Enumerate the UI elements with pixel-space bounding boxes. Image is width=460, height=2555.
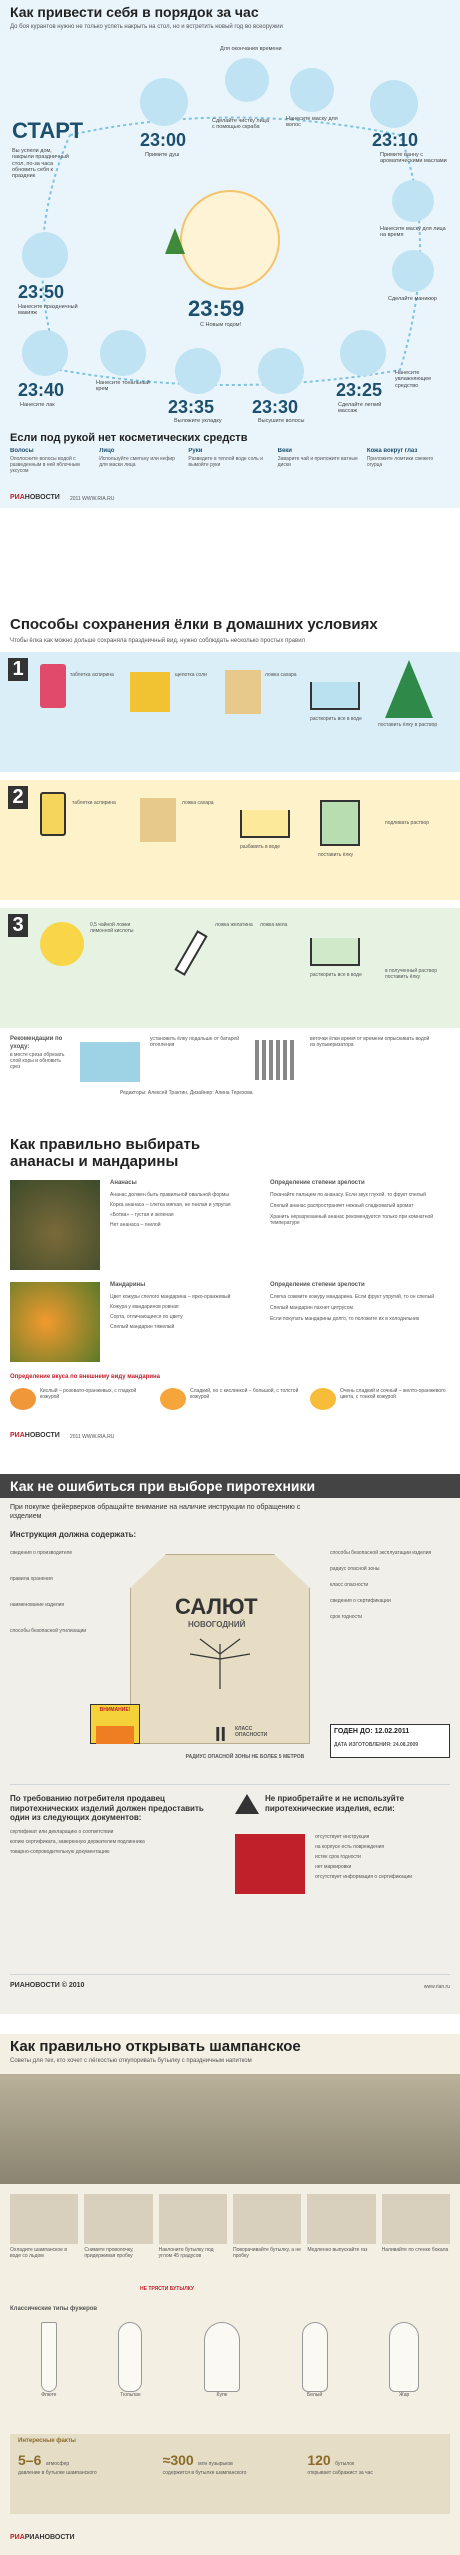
instruction-head: Инструкция должна содержать: [10,1530,137,1539]
fact-text: содержится в бутылке шампанского [162,2470,247,2476]
tree-icon [165,228,185,254]
step-circle [22,330,68,376]
aspirin-icon [40,664,66,708]
footer-url: www.rian.ru [423,1984,450,1990]
section-subtitle: Чтобы ёлка как можно дольше сохраняла праздничный вид, нужно соблюдать несколько простых правил [10,638,306,644]
mandarin-icon [10,1388,36,1410]
step-text: Примите душ [145,152,180,158]
aspirin-icon [40,792,66,836]
method-number: 3 [8,914,28,937]
list-item: отсутствует информация о сертификации [315,1874,413,1880]
fact-unit: бутылок [335,2461,355,2467]
mandarin-icon [310,1388,336,1410]
coupe-glass-icon [204,2322,240,2392]
step-text: Снимите проволочку, придерживая пробку [84,2247,134,2259]
bowl-icon [310,938,360,966]
step-text: Сделайте маникюр [388,296,437,302]
fact-text: давление в бутылке шампанского [18,2470,97,2476]
method-note: щепотка соли [175,672,207,678]
radiator-icon [255,1040,295,1080]
glass-label: Тюльпан [120,2392,141,2398]
bowl-icon [240,810,290,838]
method-note: 0,5 чайной ложки лимонной кислоты [90,922,134,934]
chalk-icon [174,930,207,976]
section-makeup [0,0,460,488]
section-subtitle: Советы для тех, кто хочет с лёгкостью откупоривать бутылку с праздничным напитком [10,2058,252,2064]
footer-text: 2011 WWW.RIA.RU [70,496,115,502]
step-text: Наклоните бутылку под углом 45 градусов [158,2247,214,2259]
step-text: С Новым годом! [200,322,242,328]
tip-text: установить ёлку подальше от батарей отопления [150,1036,239,1048]
fact-number: 120 [307,2452,331,2468]
made-date: ДАТА ИЗГОТОВЛЕНИЯ: 24.08.2009 [334,1742,419,1748]
list-item: отсутствует инструкция [315,1834,370,1840]
step-circle [100,330,146,376]
bowl-icon [310,682,360,710]
step-circle [392,180,434,222]
list-item: Корка ананаса – слегка мягкая, не гнилая и упругая [110,1202,231,1208]
list-item: копию сертификата, заверенную держателем подлинника [10,1838,145,1845]
glass-label: Купе [216,2392,228,2398]
tip-text: веточки ёлки время от времени опрыскивать водой из пульверизатора [310,1036,430,1048]
no-buy-head: Не приобретайте и не используйте пиротехнические изделия, если: [265,1794,405,1813]
step-text: Медленно выпускайте газ [307,2247,368,2253]
method-note: ложка сахара [182,800,214,806]
list-item: товарно-сопроводительную документацию [10,1848,110,1855]
fact-number: ≈300 [162,2452,194,2468]
fact-unit: атмосфер [45,2461,70,2467]
ria-logo: РИАНОВОСТИ [10,1432,60,1439]
time-label: 23:40 [18,380,65,400]
callout: наименование изделия [10,1602,65,1608]
callout: радиус опасной зоны [330,1566,380,1572]
pineapple-photo [10,1180,100,1270]
section-title: Как правильно выбирать ананасы и мандарины [10,1136,201,1171]
list-item: Кожура у мандаринов ровная [110,1304,179,1310]
callout: способы безопасной утилизации [10,1628,87,1634]
damaged-firework-illustration [235,1834,305,1894]
column-note: Ополосните волосы водой с разведенным в ней яблочным уксусом [10,455,80,474]
column-note: Заварите чай и приложите ватные диски [277,455,358,468]
column-head: Кожа вокруг глаз [366,448,418,454]
step-text: Охладите шампанское в воде со льдом [10,2247,67,2259]
footer-logo: РИАНОВОСТИ © 2010 [10,1982,85,1989]
orange-sticker [96,1726,134,1744]
section-champagne [0,2034,460,2555]
method-note: в полученный раствор поставить ёлку [385,968,438,980]
step-circle [22,232,68,278]
step-text: Нанесите лак [20,402,55,408]
section-fruit [0,1132,460,1452]
time-label: 23:50 [18,282,65,302]
callout: класс опасности [330,1582,369,1588]
check-head: Определение степени зрелости [270,1282,365,1288]
time-label: 23:59 [188,296,245,321]
method-note: таблетка аспирина [70,672,114,678]
mandarin-icon [160,1388,186,1410]
column-head: Волосы [10,448,34,454]
check-item: Хранить неразрезанный ананас рекомендуется только при комнатной температуре [270,1214,434,1226]
section-title: Как привести себя в порядок за час [10,4,259,20]
flute-glass-icon [41,2322,57,2392]
section-subtitle: До боя курантов нужно не только успеть накрыть на стол, но и встретить новый год во всеоружии [10,24,283,30]
time-label: 23:25 [336,380,383,400]
ria-logo: РИАНОВОСТИ [10,494,60,501]
divider [10,1974,450,1975]
ria-logo: РИАРИАНОВОСТИ [10,2534,75,2541]
sugar-icon [140,798,176,842]
fact-number: 5–6 [18,2452,42,2468]
method-row [0,908,460,1028]
section-title: Как правильно открывать шампанское [10,2038,301,2055]
callout: срок годности [330,1614,363,1620]
type-text: Сладкий, но с кислинкой – большой, с толстой кожурой [190,1388,299,1400]
tulip-glass-icon [118,2322,142,2392]
types-head: Определение вкуса по внешнему виду мандарина [10,1374,161,1380]
seller-box [10,1794,220,1954]
column-head: Лицо [99,448,115,454]
method-note: поставить ёлку в раствор [378,722,438,728]
type-text: Очень сладкий и сочный – желто-оранжевого цвета, с тонкой кожурой [340,1388,446,1400]
callout: сведения о производителе [10,1550,73,1556]
glass-label: Белый [306,2392,323,2398]
pineapple-head: Ананасы [110,1180,137,1186]
no-shake-label: НЕ ТРЯСТИ БУТЫЛКУ [140,2286,195,2292]
section-title: Способы сохранения ёлки в домашних условиях [10,616,378,633]
method-note: ложка желатина [215,922,253,928]
lemon-icon [40,922,84,966]
method-note: ложка мела [260,922,288,928]
time-label: 23:00 [140,130,187,150]
tip-text: в месте среза обрезать слой коры и обновить срез [10,1052,65,1070]
time-label: 23:10 [372,130,419,150]
step-text: Для окончания времени [220,46,282,52]
subsection-title: Если под рукой нет косметических средств [10,432,248,444]
section-makeup-table [0,448,460,508]
time-label: 23:35 [168,397,215,417]
step-illustration [84,2194,152,2244]
step-text: Вы успели дом, накрыли праздничный стол, по-за часа обновить себя к праздник [12,148,70,180]
list-item: сертификат или декларацию о соответствии [10,1828,114,1835]
glass-label: Флюте [41,2392,57,2398]
list-item: Спелый мандарин тяжелый [110,1324,175,1330]
step-circle [392,250,434,292]
footer-text: РИАНОВОСТИ [24,2534,75,2541]
column-note: Используйте сметану или кефир для маски лица [99,455,175,468]
step-circle [290,68,334,112]
facts-box [10,2434,450,2514]
check-item: Если покупать мандарины долго, то положите их в холодильник [270,1316,420,1322]
step-illustration [233,2194,301,2244]
glasses-head: Классические типы фужеров [10,2306,98,2312]
list-item: на корпусе есть повреждения [315,1844,385,1850]
footer-text: 2011 WWW.RIA.RU [70,1434,115,1440]
salt-icon [130,672,170,712]
hazard-class-label: КЛАСС ОПАСНОСТИ [235,1726,268,1738]
intro-text: При покупке фейерверков обращайте внимание на наличие инструкции по обращению с изделием [10,1504,301,1520]
saw-icon [80,1042,140,1082]
fact-unit: млн пузырьков [198,2461,233,2467]
no-buy-box [235,1794,450,1954]
method-note: растворить все в воде [310,716,362,722]
check-item: Покачайте пальцем по ананасу. Если звук глухой, то фрукт спелый [270,1192,426,1198]
warning-icon [235,1794,259,1814]
step-circle [340,330,386,376]
check-item: Слегка сожмите кожуру мандарина. Если фрукт упругий, то он спелый [270,1294,435,1300]
step-text: Нанесите праздничный макияж [18,304,78,317]
step-text: Выложите укладку [174,418,222,424]
mandarin-photo [10,1282,100,1362]
step-circle [225,58,269,102]
white-glass-icon [302,2322,328,2392]
list-item: нет маркировки [315,1864,352,1870]
step-text: Нанесите увлажняющее средство [395,370,432,389]
callout: способы безопасной эксплуатации изделия [330,1550,432,1556]
list-item: Цвет кожуры спелого мандарина – ярко-оранжевый [110,1294,231,1300]
table-illustration [0,2074,460,2184]
expiry-date: ГОДЕН ДО: 12.02.2011 [334,1728,410,1735]
glass-label: Жар [399,2392,410,2398]
radius-label: РАДИУС ОПАСНОЙ ЗОНЫ НЕ БОЛЕЕ 5 МЕТРОВ [185,1754,305,1760]
step-text: Нанесите тональный крем [96,380,150,393]
check-item: Спелый ананас распространяет нежный сладковатый аромат [270,1203,414,1209]
column-note: Приложите ломтики свежего огурца [366,455,434,468]
step-circle [175,348,221,394]
bucket-icon [320,800,360,846]
warning-text: ВНИМАНИЕ! [99,1707,131,1713]
step-text: Нанесите маску для лица на время [380,226,446,239]
tips-title: Рекомендации по уходу: [10,1036,63,1050]
product-name: САЛЮТ [175,1594,258,1619]
list-item: Нет ананаса – гнилой [110,1222,161,1228]
step-text: Высушите волосы [258,418,305,424]
hazard-class: II [215,1724,227,1746]
list-item: Ананас должен быть правильной овальной формы [110,1192,229,1198]
start-label: СТАРТ [12,118,84,143]
seller-head: По требованию потребителя продавец пиротехнических изделий должен предоставить один из следующих документов: [10,1794,204,1823]
mandarin-head: Мандарины [110,1282,146,1288]
column-note: Разведите в теплой воде соль и вымойте руки [188,455,263,468]
list-item: «Ботва» – густая и зеленая [110,1212,174,1218]
step-illustration [382,2194,450,2244]
step-circle [370,80,418,128]
divider [10,1784,450,1785]
tree-icon [385,660,433,718]
column-head: Руки [188,448,203,454]
wide-glass-icon [389,2322,419,2392]
method-note: разбавить в воде [240,844,281,850]
column-head: Веки [277,448,292,454]
fact-text: открывает сабражист за час [307,2470,373,2476]
type-text: Кислый – розовато-оранжевых, с гладкой кожурой [40,1388,137,1400]
list-item: Сорта, отличающиеся по цвету [110,1314,183,1320]
section-title: Как не ошибиться при выборе пиротехники [10,1478,316,1494]
step-text: Поворачивайте бутылку, а не пробку [232,2247,301,2259]
check-head: Определение степени зрелости [270,1180,365,1186]
section-pyro [0,1474,460,2014]
method-note: подливать раствор [385,820,430,826]
method-note: ложка сахара [265,672,297,678]
list-item: истек срок годности [315,1854,361,1860]
step-text: Сделайте легкий массаж [338,402,382,415]
step-illustration [307,2194,375,2244]
method-row [0,780,460,900]
step-text: Наливайте по стенке бокала [381,2247,449,2253]
check-item: Спелый мандарин пахнет цитрусом [270,1305,353,1311]
sugar-icon [225,670,261,714]
method-number: 2 [8,786,28,809]
method-note: поставить ёлку [318,852,354,858]
step-circle [258,348,304,394]
method-row [0,652,460,772]
footer-text: Редакторы: Алексей Трактин, Дизайнер: Алина Терехова [120,1090,253,1096]
step-illustration [159,2194,227,2244]
step-circle [140,78,188,126]
method-note: растворить все в воде [310,972,362,978]
firework-icon [180,1634,260,1694]
method-note: таблетки аспирина [72,800,116,806]
callout: правила хранения [10,1576,53,1582]
step-illustration [10,2194,78,2244]
couple-illustration [180,190,280,290]
method-number: 1 [8,658,28,681]
step-text: Нанесите маску для волос [286,116,338,129]
facts-head: Интересные факты [18,2438,76,2444]
step-text: Сделайте чистку лица с помощью скраба [212,118,269,131]
callout: сведения о сертификации [330,1598,391,1604]
step-text: Примите ванну с ароматическими маслами [380,152,447,165]
section-tree [0,612,460,1102]
time-label: 23:30 [252,397,299,417]
product-subname: НОВОГОДНИЙ [188,1620,246,1629]
